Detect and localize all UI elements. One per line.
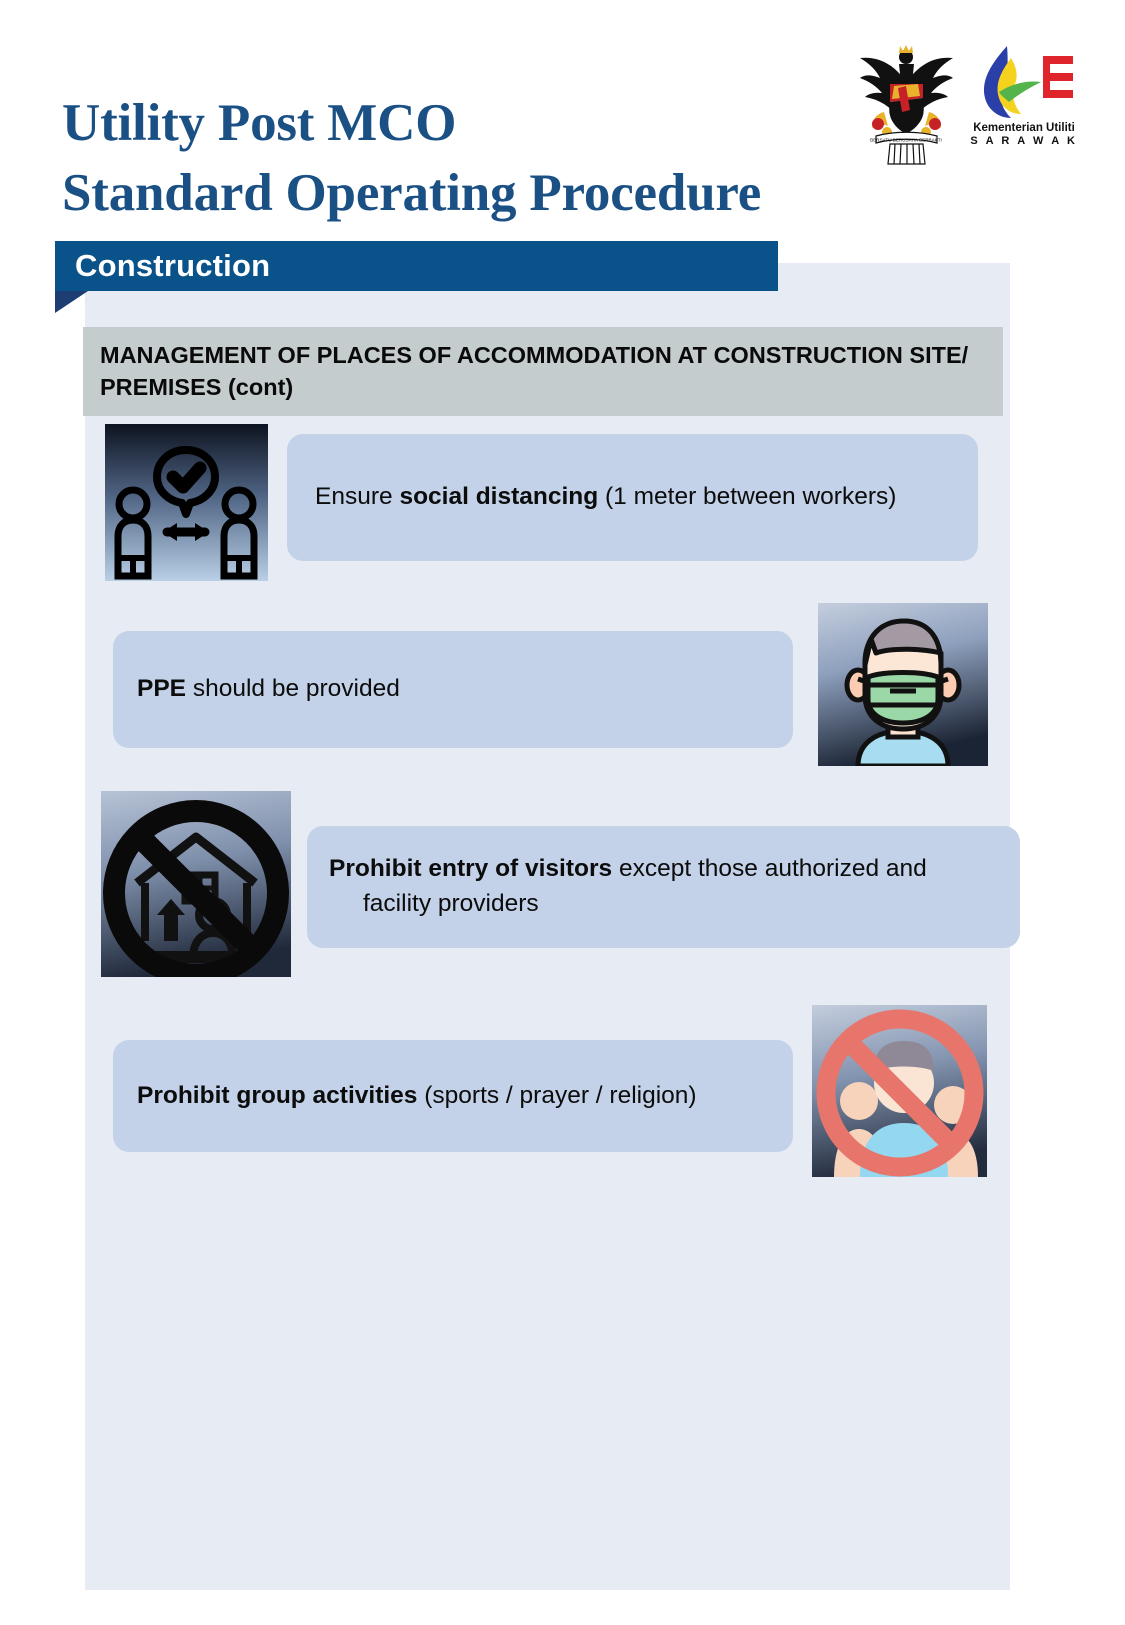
page-title-line-2: Standard Operating Procedure — [62, 164, 762, 223]
subheader-label: MANAGEMENT OF PLACES OF ACCOMMODATION AT CONSTRUCTION SITE/ PREMISES (cont) — [100, 342, 969, 401]
ministry-logo — [965, 40, 1083, 148]
svg-text:BERSATU BERUSAHA BERBAKTI: BERSATU BERUSAHA BERBAKTI — [870, 137, 942, 143]
ppe-text-bubble — [113, 631, 793, 748]
text-after: except those authorized and — [612, 855, 927, 883]
ministry-flame-icon — [971, 40, 1077, 122]
text-bold: Prohibit entry of visitors — [329, 855, 613, 883]
text-after: should be provided — [186, 675, 400, 703]
section-banner — [55, 241, 778, 291]
section-banner-label: Construction — [75, 248, 271, 283]
subheader-bar — [83, 327, 1003, 416]
text-bold: PPE — [137, 675, 187, 703]
no-group-activities-text-bubble — [113, 1040, 793, 1152]
text-after: (1 meter between workers) — [598, 483, 897, 511]
logo-zone — [838, 40, 1083, 170]
sarawak-coat-of-arms-icon — [854, 40, 959, 165]
banner-fold-corner — [55, 291, 88, 313]
social-distancing-icon — [105, 424, 268, 581]
text-after: (sports / prayer / religion) — [417, 1081, 697, 1109]
text-line-2: facility providers — [363, 890, 539, 917]
person-wearing-mask-icon — [818, 603, 988, 766]
ministry-name-label: Kementerian Utiliti — [973, 122, 1075, 134]
text-bold: Prohibit group activities — [137, 1081, 418, 1109]
no-visitor-entry-icon — [101, 791, 291, 977]
ppe-text — [137, 672, 400, 707]
page-title — [62, 88, 882, 229]
no-visitors-text — [329, 852, 927, 922]
social-distancing-text-bubble — [287, 434, 978, 561]
no-group-gathering-icon — [812, 1005, 987, 1177]
ministry-state-label: S A R A W A K — [970, 134, 1078, 147]
no-group-activities-text — [137, 1079, 697, 1114]
no-visitors-text-bubble — [307, 826, 1020, 948]
text-bold: social distancing — [399, 483, 599, 511]
text-before: Ensure — [315, 483, 400, 511]
social-distancing-text — [315, 480, 896, 515]
page-title-line-1: Utility Post MCO — [62, 94, 457, 152]
